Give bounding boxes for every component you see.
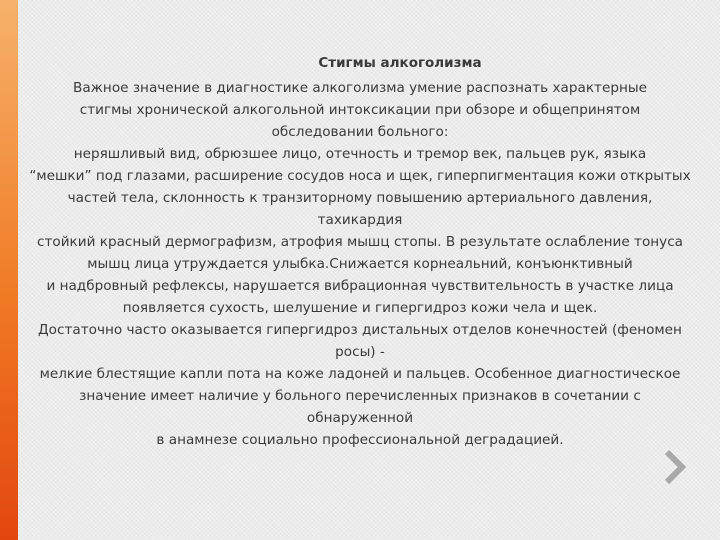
body-line: Достаточно часто оказывается гипергидроз дистальных отделов конечностей (феномен: [38, 322, 682, 338]
body-line: “мешки” под глазами, расширение сосудов носа и щек, гиперпигментация кожи открытых: [29, 168, 691, 184]
body-line: в анамнезе социально профессиональной деградацией.: [156, 432, 564, 448]
body-line: мышц лица утруждается улыбка.Снижается корнеальний, конъюнктивный: [87, 256, 633, 272]
chevron-right-icon[interactable]: [664, 450, 686, 484]
body-line: появляется сухость, шелушение и гипергидроз кожи чела и щек.: [122, 300, 598, 316]
body-line: Важное значение в диагностике алкоголизма умение распознать характерные: [73, 80, 647, 96]
body-line: обнаруженной: [306, 410, 414, 426]
body-line: частей тела, склонность к транзиторному повышению артериального давления,: [67, 190, 653, 206]
body-line: обследовании больного:: [271, 124, 449, 140]
slide-title: Стигмы алкоголизма: [318, 55, 482, 71]
body-line: неряшливый вид, обрюзшее лицо, отечность и тремор век, пальцев рук, языка: [73, 146, 647, 162]
body-line: тахикардия: [317, 212, 403, 228]
body-line: мелкие блестящие капли пота на коже ладоней и пальцев. Особенное диагностическое: [39, 366, 681, 382]
body-line: стойкий красный дермографизм, атрофия мышц стопы. В результате ослабление тонуса: [36, 234, 684, 250]
body-line: значение имеет наличие у больного перечисленных признаков в сочетании с: [79, 388, 641, 404]
slide-body: [10, 77, 710, 451]
body-line: и надбровный рефлексы, нарушается вибрационная чувствительность в участке лица: [46, 278, 674, 294]
body-line: росы) -: [335, 344, 385, 360]
body-line: стигмы хронической алкогольной интоксикации при обзоре и общепринятом: [79, 102, 641, 118]
